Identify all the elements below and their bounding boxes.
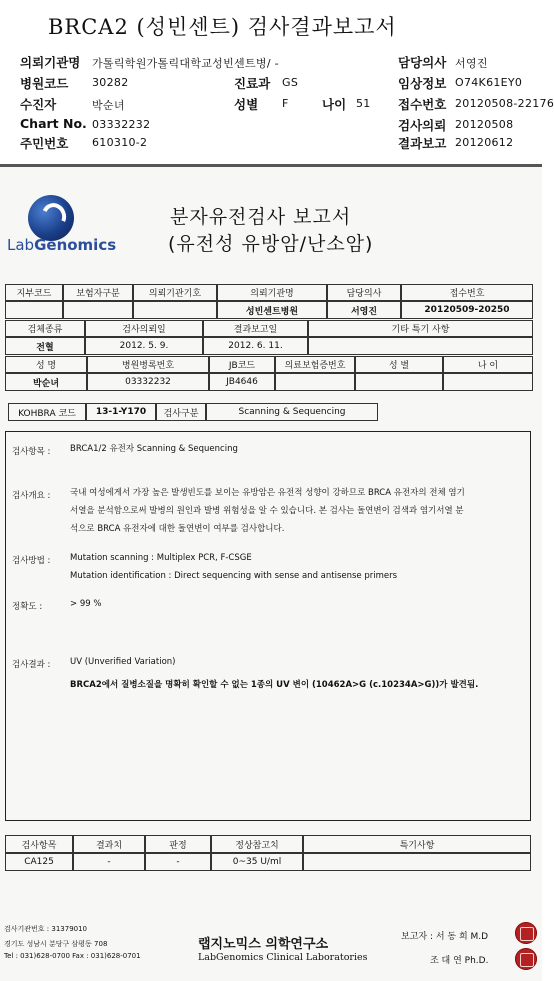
page-title: BRCA2 (성빈센트) 검사결과보고서	[48, 15, 397, 39]
receipt-value: 20120508-22176	[455, 97, 554, 110]
result-summary-header	[0, 0, 554, 166]
t1-header: 접수번호	[401, 284, 533, 301]
t2-header: 결과보고일	[203, 320, 308, 337]
summary-line-1: 국내 여성에게서 가장 높은 발생빈도를 보이는 유방암은 유전적 성향이 강하므로 BRCA 유전자의 전체 염기	[70, 488, 465, 498]
t2-header: 검사의뢰일	[85, 320, 203, 337]
age-label: 나이	[322, 97, 347, 112]
chart-value: 03332232	[92, 118, 151, 131]
method-line-2: Mutation identification : Direct sequencing with sense and antisense primers	[70, 571, 398, 581]
summary-label: 검사개요 :	[12, 491, 51, 501]
t4-header: 특기사항	[303, 835, 531, 853]
t1-value: 20120509-20250	[401, 301, 533, 319]
footer-reg-no: 검사기관번호 : 31379010	[4, 925, 88, 933]
t3-value: JB4646	[209, 373, 275, 391]
sex-label: 성별	[234, 97, 259, 112]
age-value: 51	[356, 97, 371, 110]
result-label: 검사결과 :	[12, 660, 51, 670]
t4-header: 검사항목	[5, 835, 73, 853]
t3-value	[275, 373, 355, 391]
result-date-value: 20120612	[455, 136, 514, 149]
t3-value	[443, 373, 533, 391]
summary-line-2: 서열을 분석함으로써 발병의 원인과 발병 위험성을 알 수 있습니다. 본 검사는 돌연변이 검색과 염기서열 분	[70, 506, 464, 516]
t1-header: 지부코드	[5, 284, 63, 301]
report-title: 분자유전검사 보고서	[170, 206, 352, 228]
request-value: 20120508	[455, 118, 514, 131]
seal-stamp-icon	[515, 922, 537, 944]
summary-line-3: 석으로 BRCA 유전자에 대한 돌연변이 여부를 검사합니다.	[70, 524, 285, 534]
accuracy-value: > 99 %	[70, 599, 102, 609]
t3-header: JB코드	[209, 356, 275, 373]
dept-label: 진료과	[234, 76, 271, 91]
institution-label: 의뢰기관명	[20, 55, 81, 70]
sex-value: F	[282, 97, 289, 110]
request-label: 검사의뢰	[398, 118, 447, 133]
t2-value	[308, 337, 533, 355]
footer-lab-en: LabGenomics Clinical Laboratories	[198, 952, 368, 963]
item-value: BRCA1/2 유전자 Scanning & Sequencing	[70, 444, 238, 454]
hospital-code-value: 30282	[92, 76, 129, 89]
clinical-label: 임상정보	[398, 76, 447, 91]
scanned-report	[0, 167, 542, 981]
t4-header: 판정	[145, 835, 211, 853]
chart-label: Chart No.	[20, 116, 87, 131]
t4-value: CA125	[5, 853, 73, 871]
t4-value	[303, 853, 531, 871]
t3-header: 병원병록번호	[87, 356, 209, 373]
result-line-1: UV (Unverified Variation)	[70, 657, 176, 667]
method-label: 검사방법 :	[12, 556, 51, 566]
t4-value: 0~35 U/ml	[211, 853, 303, 871]
accuracy-label: 정확도 :	[12, 602, 43, 612]
t2-value: 2012. 5. 9.	[85, 337, 203, 355]
seal-stamp-icon	[515, 948, 537, 970]
t1-header: 의뢰기관명	[217, 284, 327, 301]
category-label: 검사구분	[156, 403, 206, 421]
patient-label: 수진자	[20, 97, 57, 112]
footer-phone: Tel : 031)628-0700 Fax : 031)628-0701	[4, 952, 141, 960]
footer-address: 경기도 성남시 분당구 삼평동 708	[4, 940, 108, 948]
t1-header: 보험자구분	[63, 284, 133, 301]
t1-value	[63, 301, 133, 319]
t3-value: 박순녀	[5, 373, 87, 391]
doctor-value: 서영진	[455, 57, 488, 70]
kohbra-value: 13-1-Y170	[86, 403, 156, 421]
t4-header: 결과치	[73, 835, 145, 853]
t2-header: 검체종류	[5, 320, 85, 337]
id-value: 610310-2	[92, 136, 148, 149]
footer-reporter: 보고자 : 서 동 희 M.D	[401, 932, 489, 942]
t1-value: 서영진	[327, 301, 401, 319]
footer-reporter-2: 조 대 연 Ph.D.	[430, 956, 489, 966]
logo-text: LabGenomics	[7, 236, 117, 254]
result-line-2: BRCA2에서 질병소질을 명확히 확인할 수 없는 1종의 UV 변이 (10462A>G (c.10234A>G))가 발견됨.	[70, 680, 479, 690]
t3-value	[355, 373, 443, 391]
category-value: Scanning & Sequencing	[206, 403, 378, 421]
result-date-label: 결과보고	[398, 136, 447, 151]
t3-value: 03332232	[87, 373, 209, 391]
t1-value	[133, 301, 217, 319]
t2-header: 기타 특기 사항	[308, 320, 533, 337]
t4-header: 정상참고치	[211, 835, 303, 853]
t2-value: 전혈	[5, 337, 85, 355]
footer-lab-ko: 랩지노믹스 의학연구소	[198, 937, 329, 952]
t3-header: 성 명	[5, 356, 87, 373]
doctor-label: 담당의사	[398, 55, 447, 70]
item-label: 검사항목 :	[12, 447, 51, 457]
dept-value: GS	[282, 76, 299, 89]
report-subtitle: (유전성 유방암/난소암)	[168, 233, 374, 255]
t1-header: 의뢰기관기호	[133, 284, 217, 301]
t1-value	[5, 301, 63, 319]
method-line-1: Mutation scanning : Multiplex PCR, F-CSGE	[70, 553, 252, 563]
patient-value: 박순녀	[92, 99, 125, 112]
t3-header: 나 이	[443, 356, 533, 373]
t1-header: 담당의사	[327, 284, 401, 301]
clinical-value: O74K61EY0	[455, 76, 523, 89]
id-label: 주민번호	[20, 136, 69, 151]
t1-value: 성빈센트병원	[217, 301, 327, 319]
institution-value: 가톨릭학원가톨릭대학교성빈센트병/ -	[92, 57, 279, 70]
hospital-code-label: 병원코드	[20, 76, 69, 91]
kohbra-label: KOHBRA 코드	[8, 403, 86, 421]
t4-value: -	[73, 853, 145, 871]
receipt-label: 접수번호	[398, 97, 447, 112]
t2-value: 2012. 6. 11.	[203, 337, 308, 355]
t3-header: 성 별	[355, 356, 443, 373]
t4-value: -	[145, 853, 211, 871]
t3-header: 의료보험증번호	[275, 356, 355, 373]
